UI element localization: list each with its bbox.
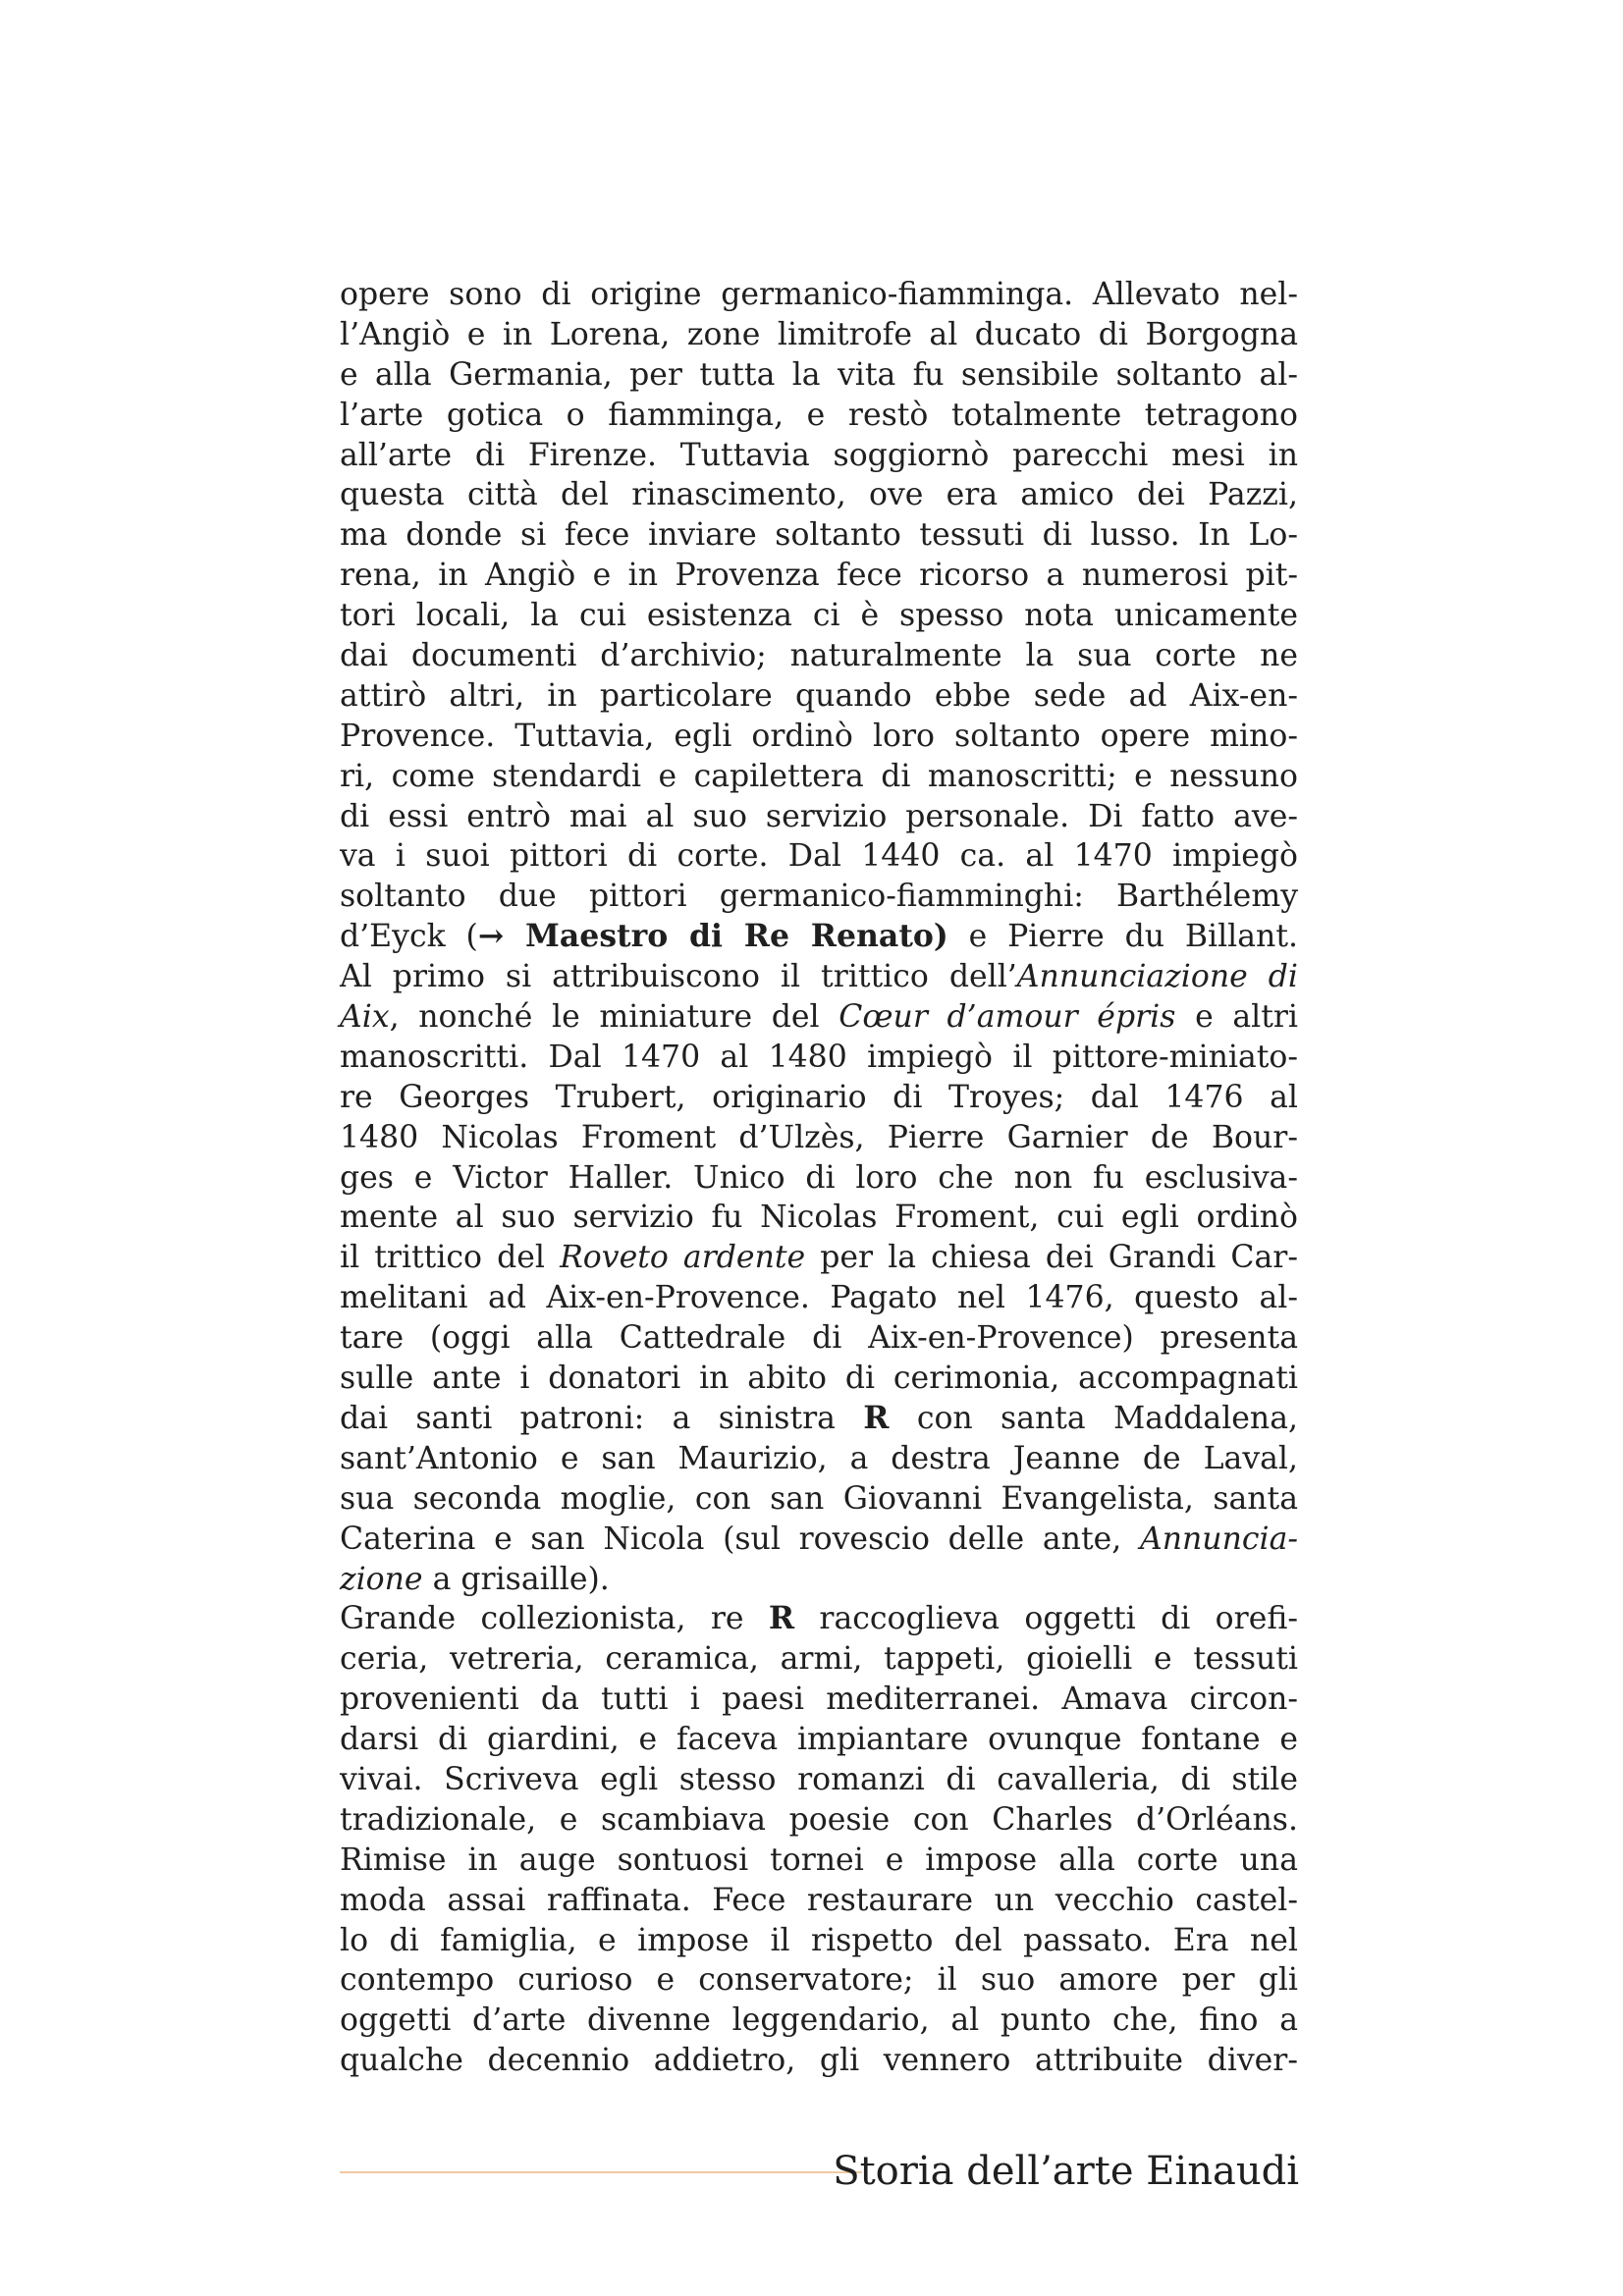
text-line (340, 1800, 1298, 1841)
text-run: qualche decennio addietro, gli vennero attribuite diver- (340, 2043, 1298, 2079)
italic-title: Annuncia- (1139, 1521, 1298, 1557)
text-run: sant’Antonio e san Maurizio, a destra Jeanne de Laval, (340, 1440, 1298, 1476)
text-line (340, 1560, 1298, 1600)
text-run: provenienti da tutti i paesi mediterranei. Amava circon- (340, 1682, 1298, 1718)
text-run: rena, in Angiò e in Provenza fece ricorso a numerosi pit- (340, 558, 1298, 594)
text-line (340, 315, 1298, 355)
italic-title: Cœur d’amour épris (839, 999, 1176, 1036)
text-line (340, 1038, 1298, 1078)
text-run: soltanto due pittori germanico-fiamminghi: Barthélemy (340, 879, 1298, 915)
text-run: 1480 Nicolas Froment d’Ulzès, Pierre Garnier de Bour- (340, 1119, 1298, 1155)
text-run: ri, come stendardi e capilettera di manoscritti; e nessuno (340, 758, 1298, 794)
text-run: melitani ad Aix-en-Provence. Pagato nel 1476, questo al- (340, 1280, 1298, 1316)
text-run: raccoglieva oggetti di orefi- (794, 1601, 1298, 1637)
text-run: tare (oggi alla Cattedrale di Aix-en-Provence) presenta (340, 1320, 1298, 1357)
text-run: moda assai raffinata. Fece restaurare un vecchio castel- (340, 1882, 1298, 1918)
text-line (340, 1078, 1298, 1118)
text-line (340, 1278, 1298, 1318)
text-line (340, 1198, 1298, 1238)
text-line (340, 515, 1298, 556)
text-line (340, 636, 1298, 676)
text-line (340, 475, 1298, 515)
text-run: dai documenti d’archivio; naturalmente la sua corte ne (340, 638, 1298, 674)
text-line (340, 757, 1298, 797)
text-line (340, 396, 1298, 436)
text-run: darsi di giardini, e faceva impiantare ovunque fontane e (340, 1722, 1298, 1758)
text-line (340, 836, 1298, 877)
text-line (340, 957, 1298, 997)
text-line (340, 1841, 1298, 1881)
text-run: ceria, vetreria, ceramica, armi, tappeti, gioielli e tessuti (340, 1641, 1298, 1678)
text-run: e alla Germania, per tutta la vita fu sensibile soltanto al- (340, 356, 1298, 393)
text-run: contempo curioso e conservatore; il suo amore per gli (340, 1962, 1298, 1999)
text-line (340, 556, 1298, 596)
text-line (340, 1238, 1298, 1278)
text-line (340, 1118, 1298, 1158)
text-line (340, 997, 1298, 1038)
text-run: re Georges Trubert, originario di Troyes; dal 1476 al (340, 1079, 1298, 1115)
text-run: attirò altri, in particolare quando ebbe sede ad Aix-en- (340, 677, 1298, 714)
text-run: lo di famiglia, e impose il rispetto del passato. Era nel (340, 1922, 1298, 1958)
text-run: dai santi patroni: a sinistra (340, 1400, 864, 1436)
text-line (340, 1318, 1298, 1359)
text-line (340, 1439, 1298, 1479)
text-run: l’Angiò e in Lorena, zone limitrofe al ducato di Borgogna (340, 316, 1298, 352)
text-run: tori locali, la cui esistenza ci è spesso nota unicamente (340, 598, 1298, 634)
text-run: Al primo si attribuiscono il trittico dell’ (340, 959, 1017, 995)
text-run: manoscritti. Dal 1470 al 1480 impiegò il pittore-miniato- (340, 1039, 1298, 1075)
text-line (340, 797, 1298, 837)
text-run: sulle ante i donatori in abito di cerimonia, accompagnati (340, 1361, 1298, 1397)
text-line (340, 1921, 1298, 1961)
text-run: ges e Victor Haller. Unico di loro che non fu esclusiva- (340, 1159, 1298, 1196)
italic-title: Aix (340, 999, 390, 1036)
text-run: Grande collezionista, re (340, 1601, 769, 1637)
footer-title: Storia dell’arte Einaudi (833, 2149, 1299, 2194)
italic-title: zione (340, 1561, 423, 1597)
text-line (340, 355, 1298, 396)
text-line (340, 275, 1298, 315)
text-run: all’arte di Firenze. Tuttavia soggiornò parecchi mesi in (340, 437, 1298, 473)
text-run: tradizionale, e scambiava poesie con Charles d’Orléans. (340, 1801, 1298, 1838)
text-line (340, 1359, 1298, 1399)
subject-abbreviation: R (768, 1600, 795, 1637)
text-run: con santa Maddalena, (889, 1400, 1298, 1436)
text-run: questa città del rinascimento, ove era amico dei Pazzi, (340, 477, 1298, 513)
text-line (340, 676, 1298, 717)
text-run: ma donde si fece inviare soltanto tessuti di lusso. In Lo- (340, 517, 1298, 554)
text-line (340, 877, 1298, 917)
text-line (340, 1881, 1298, 1921)
text-run: e altri (1175, 999, 1299, 1036)
text-line (340, 1760, 1298, 1800)
text-run: opere sono di origine germanico-fiamminga. Allevato nel- (340, 277, 1298, 312)
italic-title: Roveto ardente (560, 1240, 806, 1276)
text-line (340, 2001, 1298, 2041)
subject-abbreviation: R (863, 1399, 890, 1436)
text-run: d’Eyck ( (340, 919, 478, 955)
text-run: di essi entrò mai al suo servizio personale. Di fatto ave- (340, 798, 1298, 834)
text-line (340, 1960, 1298, 2001)
text-line (340, 1399, 1298, 1439)
footer-rule (340, 2171, 862, 2173)
text-run: oggetti d’arte divenne leggendario, al punto che, fino a (340, 2002, 1298, 2039)
text-line (340, 1720, 1298, 1760)
italic-title: Annunciazione di (1016, 959, 1298, 995)
cross-reference-link[interactable]: → Maestro di Re Renato) (477, 918, 948, 955)
text-line (340, 1680, 1298, 1720)
text-line (340, 596, 1298, 636)
text-run: l’arte gotica o fiamminga, e restò totalmente tetragono (340, 397, 1298, 433)
text-line (340, 436, 1298, 476)
text-line (340, 2041, 1298, 2081)
text-line (340, 717, 1298, 757)
text-run: va i suoi pittori di corte. Dal 1440 ca. al 1470 impiegò (340, 838, 1298, 875)
text-run: Rimise in auge sontuosi tornei e impose alla corte una (340, 1842, 1298, 1878)
text-run: vivai. Scriveva egli stesso romanzi di cavalleria, di stile (340, 1761, 1298, 1797)
text-run: a grisaille). (422, 1561, 610, 1597)
text-line (340, 917, 1298, 957)
text-line (340, 1479, 1298, 1520)
text-line (340, 1639, 1298, 1680)
text-run: per la chiesa dei Grandi Car- (805, 1240, 1298, 1276)
text-line (340, 1520, 1298, 1560)
body-text (340, 275, 1298, 2081)
text-run: mente al suo servizio fu Nicolas Froment, cui egli ordinò (340, 1200, 1298, 1236)
text-run: Provence. Tuttavia, egli ordinò loro soltanto opere mino- (340, 718, 1298, 754)
text-run: il trittico del (340, 1240, 561, 1276)
text-line (340, 1599, 1298, 1639)
text-line (340, 1158, 1298, 1199)
text-run: sua seconda moglie, con san Giovanni Evangelista, santa (340, 1480, 1298, 1517)
text-run: , nonché le miniature del (389, 999, 839, 1036)
text-run: e Pierre du Billant. (947, 919, 1298, 955)
text-run: Caterina e san Nicola (sul rovescio delle ante, (340, 1521, 1140, 1557)
